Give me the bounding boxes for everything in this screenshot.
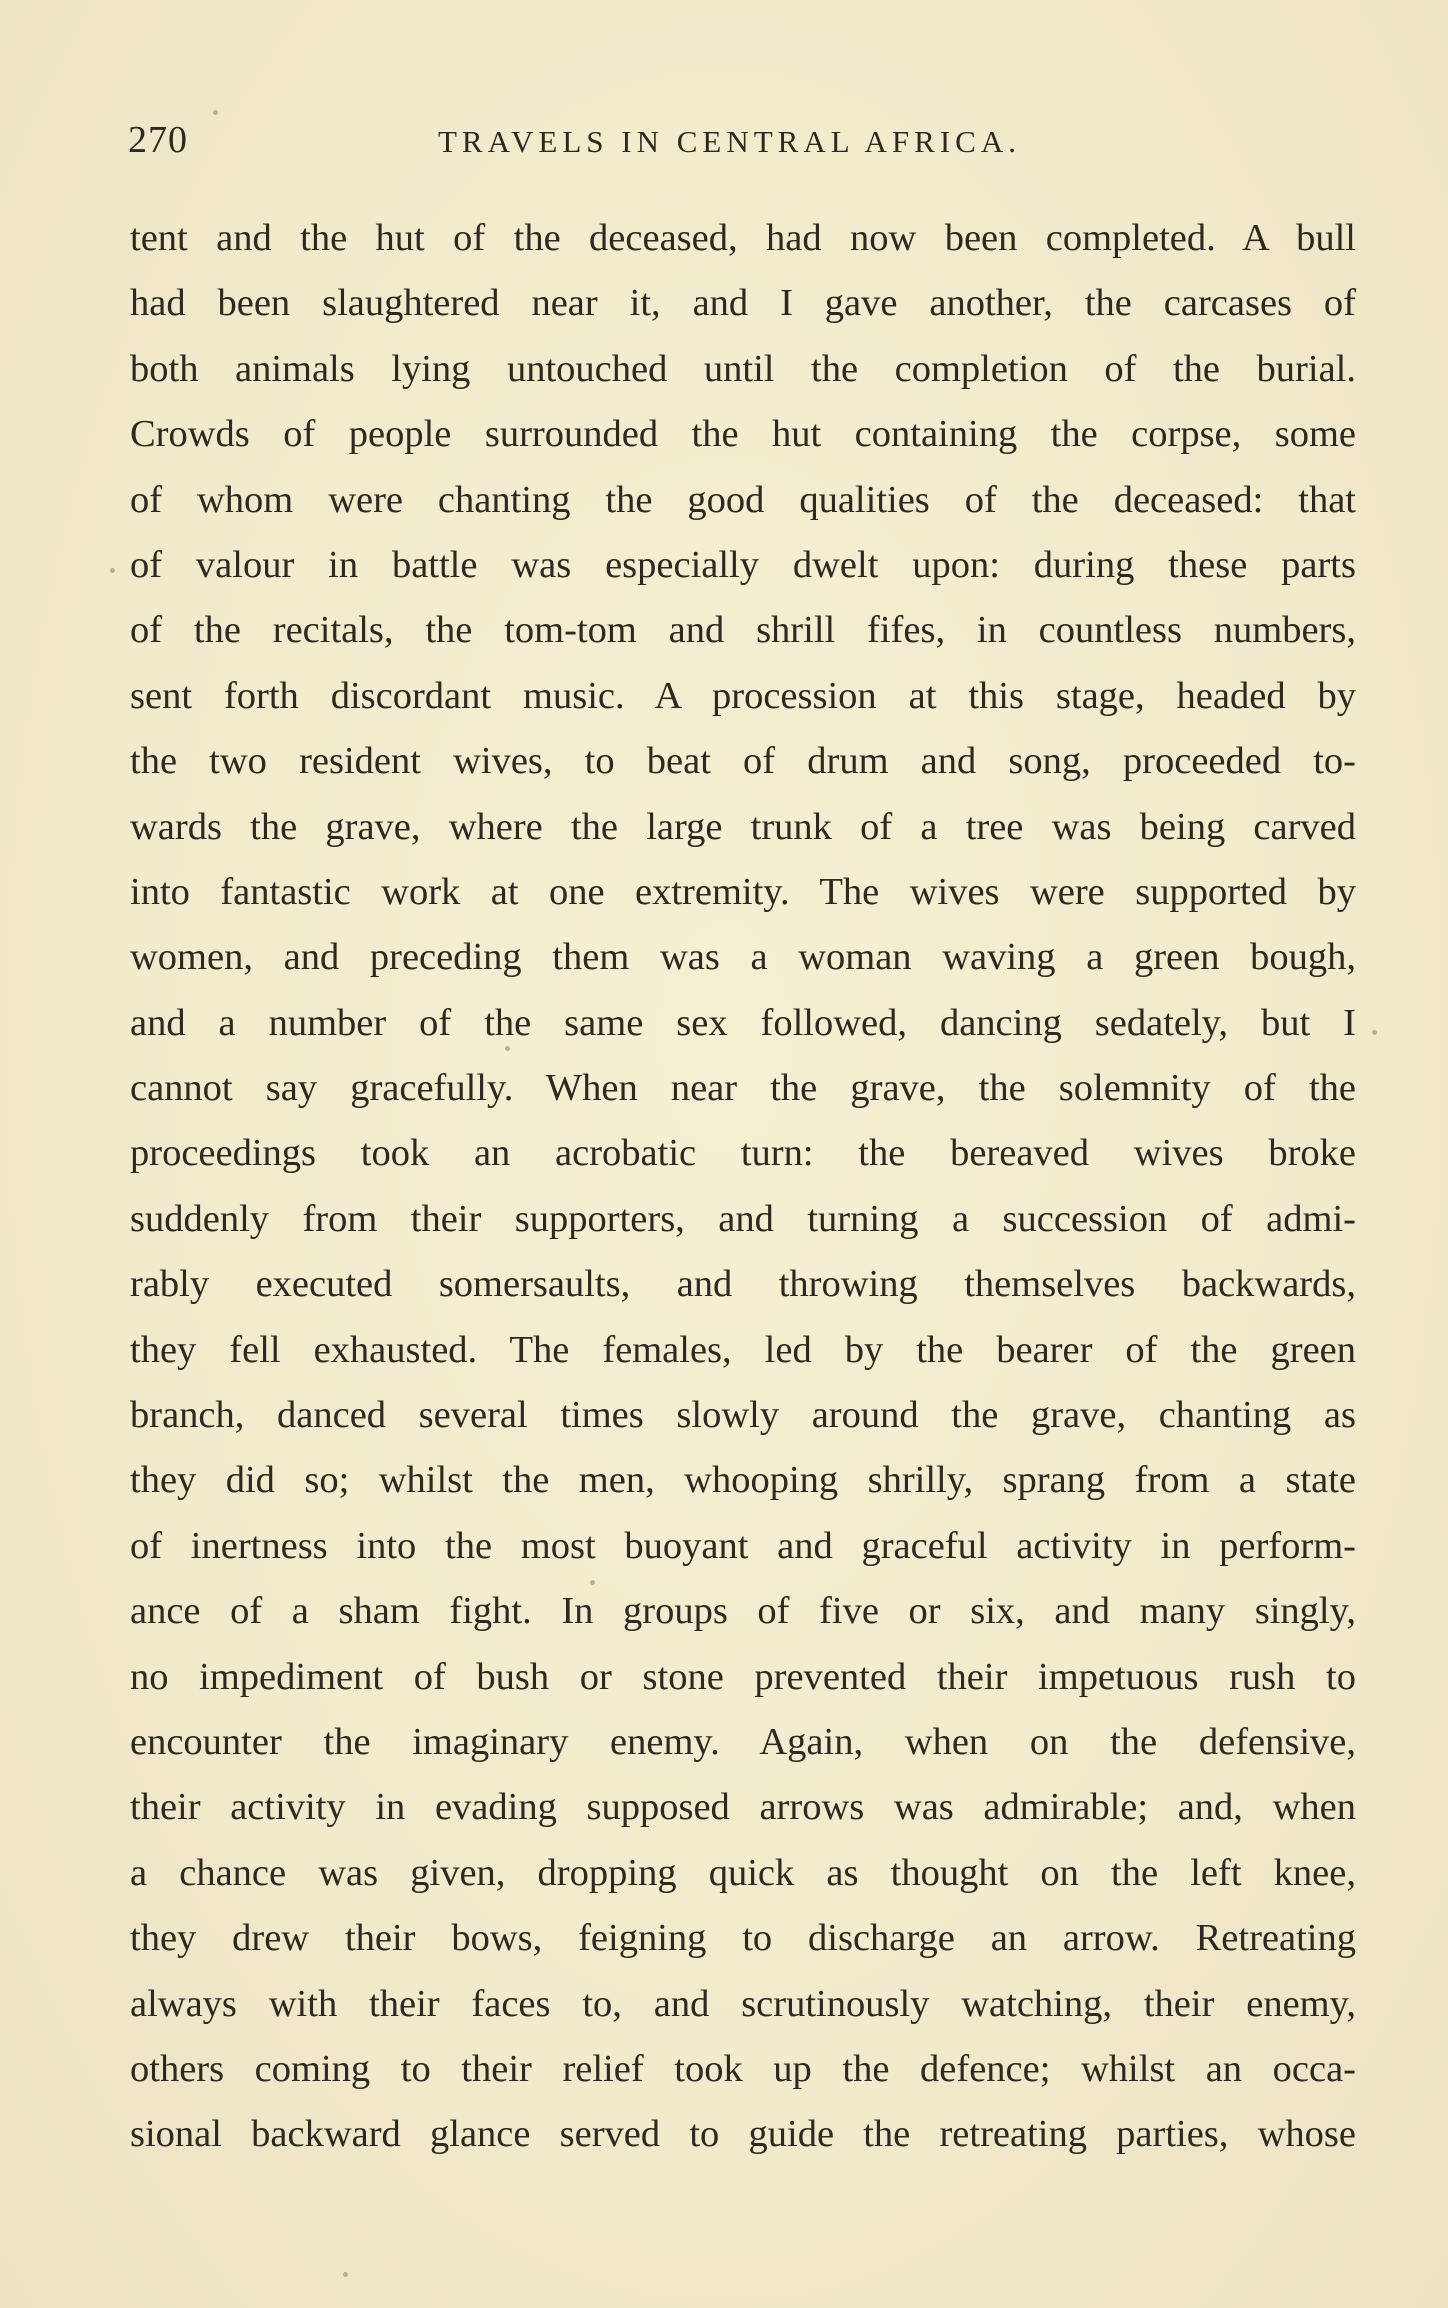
text-line: suddenly from their supporters, and turning a succession of admi-: [130, 1197, 1356, 1240]
text-line: proceedings took an acrobatic turn: the bereaved wives broke: [130, 1132, 1356, 1175]
text-line: of whom were chanting the good qualities of the deceased: that: [130, 478, 1356, 521]
text-line: they fell exhausted. The females, led by the bearer of the green: [130, 1328, 1356, 1371]
text-line: of the recitals, the tom-tom and shrill fifes, in countless numbers,: [130, 609, 1356, 652]
text-line: sent forth discordant music. A procession at this stage, headed by: [130, 674, 1356, 717]
paper-speck: [213, 110, 218, 115]
text-line: of inertness into the most buoyant and graceful activity in perform-: [130, 1524, 1356, 1567]
text-line: their activity in evading supposed arrows was admirable; and, when: [130, 1786, 1356, 1829]
paper-speck: [343, 2272, 348, 2277]
text-line: they drew their bows, feigning to discharge an arrow. Retreating: [130, 1917, 1356, 1960]
text-line: had been slaughtered near it, and I gave another, the carcases of: [130, 282, 1356, 325]
paper-speck: [1372, 1030, 1377, 1035]
text-line: rably executed somersaults, and throwing themselves backwards,: [130, 1263, 1356, 1306]
text-line: encounter the imaginary enemy. Again, when on the defensive,: [130, 1720, 1356, 1763]
text-line: no impediment of bush or stone prevented their impetuous rush to: [130, 1655, 1356, 1698]
text-line: and a number of the same sex followed, dancing sedately, but I: [130, 1001, 1356, 1044]
text-line: of valour in battle was especially dwelt upon: during these parts: [130, 543, 1356, 586]
text-line: Crowds of people surrounded the hut containing the corpse, some: [130, 413, 1356, 456]
paper-speck: [590, 1580, 595, 1585]
text-line: cannot say gracefully. When near the grave, the solemnity of the: [130, 1067, 1356, 1110]
text-line: sional backward glance served to guide the retreating parties, whose: [130, 2113, 1356, 2156]
paper-speck: [110, 568, 115, 573]
text-line: women, and preceding them was a woman waving a green bough,: [130, 936, 1356, 979]
text-line: into fantastic work at one extremity. The wives were supported by: [130, 870, 1356, 913]
text-line: branch, danced several times slowly around the grave, chanting as: [130, 1394, 1356, 1437]
paper-speck: [505, 1046, 510, 1051]
text-line: wards the grave, where the large trunk of a tree was being carved: [130, 805, 1356, 848]
text-line: a chance was given, dropping quick as thought on the left knee,: [130, 1851, 1356, 1894]
text-line: tent and the hut of the deceased, had now been completed. A bull: [130, 217, 1356, 259]
text-line: the two resident wives, to beat of drum and song, proceeded to-: [130, 740, 1356, 783]
text-line: others coming to their relief took up the defence; whilst an occa-: [130, 2047, 1356, 2090]
body-text: [130, 215, 1356, 2177]
page-header: [128, 118, 1356, 170]
text-line: they did so; whilst the men, whooping shrilly, sprang from a state: [130, 1459, 1356, 1502]
text-line: both animals lying untouched until the completion of the burial.: [130, 347, 1356, 390]
running-title: TRAVELS IN CENTRAL AFRICA.: [438, 124, 1021, 159]
text-line: ance of a sham fight. In groups of five or six, and many singly,: [130, 1590, 1356, 1633]
page-number: 270: [128, 119, 188, 161]
text-line: always with their faces to, and scrutinously watching, their enemy,: [130, 1982, 1356, 2025]
